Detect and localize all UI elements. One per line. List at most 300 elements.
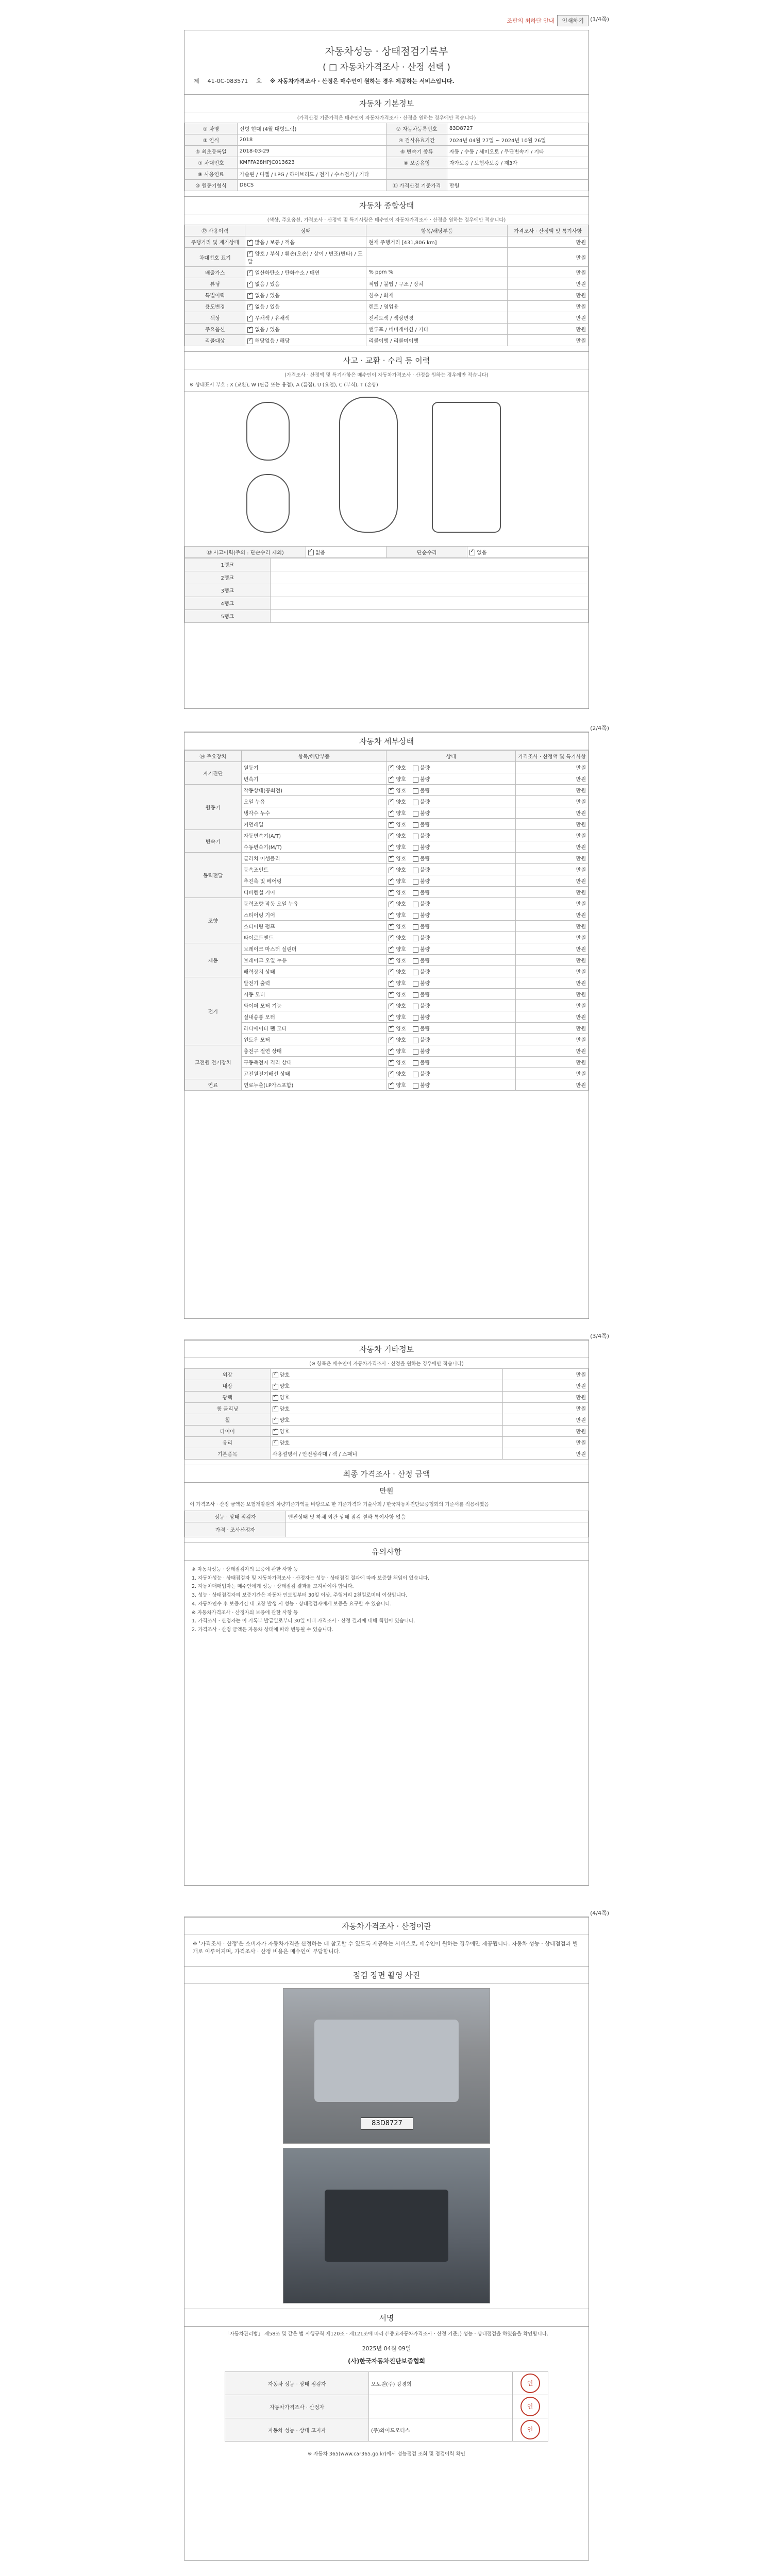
general-detail: 적법 / 불법 / 구조 / 장치 bbox=[366, 278, 508, 290]
checkbox-icon[interactable] bbox=[413, 936, 418, 941]
other-state bbox=[270, 1369, 503, 1380]
good-label: 양호 bbox=[279, 1406, 290, 1412]
page-2 bbox=[184, 725, 609, 1319]
general-header-cell: 상태 bbox=[245, 225, 366, 236]
detail-state bbox=[386, 875, 516, 887]
bad-label: 불량 bbox=[420, 868, 430, 873]
basic-key: ⑤ 최초등록일 bbox=[185, 146, 238, 157]
rank-label: 1랭크 bbox=[185, 558, 271, 571]
checkbox-icon[interactable] bbox=[273, 1418, 278, 1423]
detail-item: 수동변속기(M/T) bbox=[241, 841, 386, 853]
bad-label: 불량 bbox=[420, 890, 430, 896]
detail-state bbox=[386, 864, 516, 875]
detail-state bbox=[386, 1068, 516, 1079]
general-price: 만원 bbox=[508, 248, 589, 267]
signature-law-text: 「자동차관리법」 제58조 및 같은 법 시행규칙 제120조 · 제121조에 따라 (「중고자동차가격조사 · 산정 기준」) 성능 · 상태점검을 하였음을 확인합니다. bbox=[225, 2331, 548, 2337]
detail-price: 만원 bbox=[516, 1000, 589, 1011]
checkbox-icon[interactable] bbox=[413, 1015, 418, 1021]
detail-price: 만원 bbox=[516, 819, 589, 830]
checkbox-icon[interactable] bbox=[389, 1015, 394, 1021]
notes-body bbox=[184, 1561, 589, 1639]
basic-value: 자동 / 수동 / 세미오토 / 무단변속기 / 기타 bbox=[447, 146, 588, 157]
general-detail: 썬루프 / 네비게이션 / 기타 bbox=[366, 324, 508, 335]
checkbox-icon[interactable] bbox=[389, 936, 394, 941]
detail-price: 만원 bbox=[516, 830, 589, 841]
good-label: 양호 bbox=[396, 924, 406, 930]
detail-state bbox=[386, 1023, 516, 1034]
checkbox-icon[interactable] bbox=[389, 947, 394, 953]
general-state-text: 없음 / 있음 bbox=[255, 293, 280, 299]
detail-price: 만원 bbox=[516, 762, 589, 773]
general-state bbox=[245, 312, 366, 324]
detail-state bbox=[386, 989, 516, 1000]
general-row bbox=[185, 278, 589, 290]
general-row bbox=[185, 236, 589, 248]
checkbox-icon[interactable] bbox=[273, 1395, 278, 1401]
good-label: 양호 bbox=[279, 1429, 290, 1435]
checkbox-icon[interactable] bbox=[389, 902, 394, 907]
other-price: 만원 bbox=[503, 1414, 589, 1426]
detail-state bbox=[386, 762, 516, 773]
detail-row bbox=[185, 773, 589, 785]
checkbox-icon[interactable] bbox=[413, 879, 418, 885]
basic-value: 2024년 04월 27일 ~ 2024년 10월 26일 bbox=[447, 134, 588, 146]
note-line: 2. 가격조사 · 산정 금액은 자동차 상태에 따라 변동될 수 있습니다. bbox=[192, 1627, 333, 1633]
other-item: 광택 bbox=[185, 1392, 271, 1403]
checkbox-icon[interactable] bbox=[413, 834, 418, 839]
checkbox-icon[interactable] bbox=[389, 890, 394, 896]
detail-row bbox=[185, 875, 589, 887]
checkbox-icon[interactable] bbox=[389, 1060, 394, 1066]
rank-row bbox=[185, 584, 589, 597]
detail-price: 만원 bbox=[516, 898, 589, 909]
detail-group: 자기진단 bbox=[185, 762, 242, 785]
detail-item: 배력장치 상태 bbox=[241, 966, 386, 977]
checkbox-icon[interactable] bbox=[247, 338, 253, 344]
checkbox-icon[interactable] bbox=[389, 856, 394, 862]
detail-status-title: 자동차 세부상태 bbox=[184, 732, 589, 750]
checkbox-icon[interactable] bbox=[389, 868, 394, 873]
other-state bbox=[270, 1426, 503, 1437]
general-key: 특별이력 bbox=[185, 290, 245, 301]
detail-price: 만원 bbox=[516, 909, 589, 921]
note-line: ※ 자동차가격조사 · 산정자의 보증에 관한 사항 등 bbox=[192, 1609, 298, 1616]
detail-item: 시동 모터 bbox=[241, 989, 386, 1000]
checkbox-icon[interactable] bbox=[273, 1406, 278, 1412]
checkbox-icon[interactable] bbox=[389, 1004, 394, 1009]
basic-value: D6CS bbox=[237, 180, 386, 191]
detail-price: 만원 bbox=[516, 1068, 589, 1079]
checkbox-icon[interactable] bbox=[389, 834, 394, 839]
note-line: 4. 자동차인수 후 보증기간 내 고장 발생 시 성능 · 상태점검자에게 보증을 요구할 수 있습니다. bbox=[192, 1601, 392, 1607]
signature-seal-cell bbox=[512, 2372, 548, 2395]
other-row bbox=[185, 1369, 589, 1380]
rank-cell bbox=[270, 558, 588, 571]
other-price: 만원 bbox=[503, 1448, 589, 1460]
general-state-text: 없음 / 있음 bbox=[255, 327, 280, 333]
detail-row bbox=[185, 955, 589, 966]
simple-repair-value: ✓ 없음 bbox=[467, 546, 589, 557]
checkbox-icon[interactable] bbox=[413, 958, 418, 964]
detail-group: 제동 bbox=[185, 943, 242, 977]
checkbox-icon[interactable] bbox=[413, 947, 418, 953]
other-row bbox=[185, 1403, 589, 1414]
rank-label: 2랭크 bbox=[185, 571, 271, 584]
price-assessor-label: 가격 · 조사산정자 bbox=[185, 1522, 286, 1537]
accident-value: ✓ 없음 bbox=[306, 546, 386, 557]
simple-repair-label: 단순수리 bbox=[386, 546, 467, 557]
detail-item: 자동변속기(A/T) bbox=[241, 830, 386, 841]
checkbox-icon[interactable] bbox=[247, 293, 253, 299]
signature-organization: (사)한국자동차진단보증협회 bbox=[347, 2358, 426, 2365]
bad-label: 불량 bbox=[420, 879, 430, 885]
general-state-text: 양호 / 부식 / 훼손(오손) / 상이 / 변조(변타) / 도말 bbox=[247, 251, 363, 265]
good-label: 양호 bbox=[396, 868, 406, 873]
general-price: 만원 bbox=[508, 312, 589, 324]
detail-header-cell: 가격조사 · 산정액 및 특기사항 bbox=[516, 751, 589, 762]
general-detail: 리콜이행 / 리콜미이행 bbox=[366, 335, 508, 346]
checkbox-icon[interactable] bbox=[247, 270, 253, 276]
doc-no-value: 41-0C-083571 bbox=[207, 77, 248, 84]
checkbox-icon[interactable] bbox=[389, 913, 394, 919]
accident-title: 사고 · 교환 · 수리 등 이력 bbox=[184, 351, 589, 369]
checkbox-icon[interactable] bbox=[389, 822, 394, 828]
detail-item: 윈도우 모터 bbox=[241, 1034, 386, 1045]
detail-row bbox=[185, 796, 589, 807]
checkbox-icon[interactable] bbox=[273, 1429, 278, 1435]
good-label: 양호 bbox=[396, 1072, 406, 1077]
checkbox-icon[interactable] bbox=[413, 800, 418, 805]
car-diagram bbox=[184, 391, 589, 546]
print-button[interactable]: 인쇄하기 bbox=[557, 15, 589, 26]
detail-state bbox=[386, 773, 516, 785]
general-key: 색상 bbox=[185, 312, 245, 324]
detail-state bbox=[386, 966, 516, 977]
general-detail: 침수 / 화재 bbox=[366, 290, 508, 301]
detail-state bbox=[386, 841, 516, 853]
detail-state bbox=[386, 887, 516, 898]
checkbox-icon[interactable] bbox=[389, 879, 394, 885]
detail-price: 만원 bbox=[516, 785, 589, 796]
detail-item: 발전기 출력 bbox=[241, 977, 386, 989]
rank-table bbox=[184, 558, 589, 623]
checkbox-icon[interactable] bbox=[413, 992, 418, 998]
notes-title: 유의사항 bbox=[184, 1543, 589, 1561]
rank-cell bbox=[270, 571, 588, 584]
checkbox-icon[interactable] bbox=[413, 1038, 418, 1043]
detail-row bbox=[185, 1068, 589, 1079]
bad-label: 불량 bbox=[420, 970, 430, 975]
accident-note: (가격조사 · 산정액 및 특기사항은 매수인이 자동차가격조사 · 산정을 원하는 경우에만 적습니다) bbox=[284, 372, 489, 378]
accident-label: ⑬ 사고이력(주의 : 단순수리 제외) bbox=[185, 546, 306, 557]
good-label: 양호 bbox=[396, 1083, 406, 1089]
general-header-cell: ⑫ 사용이력 bbox=[185, 225, 245, 236]
checkbox-icon[interactable] bbox=[413, 1004, 418, 1009]
general-state bbox=[245, 278, 366, 290]
checkbox-icon[interactable] bbox=[413, 822, 418, 828]
detail-price: 만원 bbox=[516, 807, 589, 819]
general-status-title: 자동차 종합상태 bbox=[184, 196, 589, 214]
detail-row bbox=[185, 898, 589, 909]
general-status-note: (색상, 주요옵션, 가격조사 · 산정액 및 특기사항은 매수인이 자동차가격조사 · 산정을 원하는 경우에만 적습니다) bbox=[267, 217, 506, 223]
checkbox-icon[interactable] bbox=[389, 1072, 394, 1077]
checkbox-icon[interactable] bbox=[389, 1083, 394, 1089]
detail-price: 만원 bbox=[516, 1034, 589, 1045]
detail-state bbox=[386, 807, 516, 819]
good-label: 양호 bbox=[396, 913, 406, 919]
detail-state bbox=[386, 955, 516, 966]
document-title: 자동차성능 · 상태점검기록부 bbox=[325, 46, 448, 57]
general-row bbox=[185, 267, 589, 278]
detail-row bbox=[185, 977, 589, 989]
general-price: 만원 bbox=[508, 301, 589, 312]
bad-label: 불량 bbox=[420, 811, 430, 817]
checkbox-icon[interactable] bbox=[413, 868, 418, 873]
checkbox-icon[interactable] bbox=[389, 1049, 394, 1055]
detail-row bbox=[185, 1000, 589, 1011]
detail-row bbox=[185, 841, 589, 853]
detail-item: 실내송풍 모터 bbox=[241, 1011, 386, 1023]
note-line: 1. 가격조사 · 산정자는 이 기록부 발급일로부터 30일 이내 가격조사 · 산정 결과에 대해 책임이 있습니다. bbox=[192, 1618, 415, 1624]
checkbox-icon[interactable] bbox=[389, 1038, 394, 1043]
bad-label: 불량 bbox=[420, 992, 430, 998]
detail-price: 만원 bbox=[516, 887, 589, 898]
detail-item: 충전구 절연 상태 bbox=[241, 1045, 386, 1057]
checkbox-icon[interactable] bbox=[413, 777, 418, 783]
other-item: 룸 클리닝 bbox=[185, 1403, 271, 1414]
general-row bbox=[185, 290, 589, 301]
good-label: 양호 bbox=[396, 845, 406, 851]
checkbox-icon[interactable] bbox=[413, 924, 418, 930]
detail-row bbox=[185, 853, 589, 864]
detail-row bbox=[185, 966, 589, 977]
checkbox-icon[interactable] bbox=[389, 811, 394, 817]
detail-row bbox=[185, 864, 589, 875]
detail-item: 클러치 어셈블리 bbox=[241, 853, 386, 864]
detail-state bbox=[386, 1011, 516, 1023]
general-key: 배출가스 bbox=[185, 267, 245, 278]
other-item: 외장 bbox=[185, 1369, 271, 1380]
document-subtitle: ( □ 자동차가격조사 · 산정 선택 ) bbox=[323, 62, 450, 73]
checkbox-icon[interactable] bbox=[413, 970, 418, 975]
checkbox-icon[interactable] bbox=[413, 856, 418, 862]
checkbox-icon[interactable] bbox=[413, 981, 418, 987]
checkbox-icon[interactable] bbox=[273, 1440, 278, 1446]
inspector-opinion-label: 성능 · 상태 점검자 bbox=[185, 1511, 286, 1522]
detail-item: 연료누출(LP가스포함) bbox=[241, 1079, 386, 1091]
general-state-text: 일산화탄소 / 탄화수소 / 매연 bbox=[255, 270, 320, 276]
detail-state bbox=[386, 921, 516, 932]
signature-row bbox=[225, 2372, 548, 2395]
other-row bbox=[185, 1414, 589, 1426]
detail-price: 만원 bbox=[516, 966, 589, 977]
detail-state bbox=[386, 1079, 516, 1091]
checkbox-icon[interactable] bbox=[413, 811, 418, 817]
checkbox-icon[interactable] bbox=[413, 1072, 418, 1077]
bad-label: 불량 bbox=[420, 936, 430, 941]
rank-label: 4랭크 bbox=[185, 597, 271, 609]
general-price: 만원 bbox=[508, 324, 589, 335]
photo-section-title: 점검 장면 촬영 사진 bbox=[184, 1966, 589, 1984]
general-state bbox=[245, 301, 366, 312]
basic-info-note: (가격산정 기준가격은 매수인이 자동차가격조사 · 산정을 원하는 경우에만 적습니다) bbox=[297, 115, 476, 121]
bad-label: 불량 bbox=[420, 947, 430, 953]
basic-key: ② 자동차등록번호 bbox=[386, 123, 447, 134]
checkbox-icon[interactable] bbox=[413, 902, 418, 907]
other-price: 만원 bbox=[503, 1403, 589, 1414]
checkbox-icon[interactable] bbox=[389, 924, 394, 930]
engine-icon bbox=[325, 2190, 448, 2262]
checkbox-icon[interactable] bbox=[247, 316, 253, 321]
checkbox-icon[interactable] bbox=[413, 788, 418, 794]
checkbox-icon[interactable] bbox=[389, 766, 394, 771]
checkbox-icon[interactable] bbox=[413, 890, 418, 896]
detail-item: 스티어링 기어 bbox=[241, 909, 386, 921]
detail-item: 고전원전기배선 상태 bbox=[241, 1068, 386, 1079]
signature-name: (주)와이드모터스 bbox=[369, 2418, 513, 2442]
checkbox-icon[interactable] bbox=[273, 1384, 278, 1389]
bad-label: 불량 bbox=[420, 856, 430, 862]
checkbox-icon[interactable] bbox=[413, 1049, 418, 1055]
general-key: 주요옵션 bbox=[185, 324, 245, 335]
checkbox-icon[interactable] bbox=[413, 845, 418, 851]
general-price: 만원 bbox=[508, 335, 589, 346]
checkbox-icon[interactable] bbox=[389, 777, 394, 783]
checkbox-icon[interactable] bbox=[389, 845, 394, 851]
good-label: 양호 bbox=[396, 879, 406, 885]
good-label: 양호 bbox=[279, 1395, 290, 1401]
general-price: 만원 bbox=[508, 267, 589, 278]
note-line: 2. 자동차매매업자는 매수인에게 성능 · 상태점검 결과를 고지하여야 합니다. bbox=[192, 1584, 354, 1590]
general-price: 만원 bbox=[508, 290, 589, 301]
detail-row bbox=[185, 1023, 589, 1034]
detail-price: 만원 bbox=[516, 773, 589, 785]
good-label: 양호 bbox=[396, 1049, 406, 1055]
detail-price: 만원 bbox=[516, 1023, 589, 1034]
checkbox-icon[interactable] bbox=[247, 251, 253, 257]
bad-label: 불량 bbox=[420, 902, 430, 907]
signature-seal-cell bbox=[512, 2395, 548, 2418]
detail-row bbox=[185, 762, 589, 773]
checkbox-icon[interactable] bbox=[413, 1083, 418, 1089]
checkbox-icon[interactable] bbox=[247, 304, 253, 310]
checkbox-icon[interactable] bbox=[389, 981, 394, 987]
detail-price: 만원 bbox=[516, 1057, 589, 1068]
detail-header-cell: 상태 bbox=[386, 751, 516, 762]
rank-cell bbox=[270, 597, 588, 609]
basic-info-row bbox=[185, 180, 589, 191]
doc-notice: ※ 자동차가격조사 · 산정은 매수인이 원하는 경우 제공하는 서비스입니다. bbox=[270, 78, 455, 84]
general-key: 용도변경 bbox=[185, 301, 245, 312]
bottom-guide-link[interactable]: 조판의 최하단 안내 bbox=[507, 18, 554, 24]
detail-state bbox=[386, 943, 516, 955]
checkbox-icon[interactable] bbox=[413, 1060, 418, 1066]
detail-price: 만원 bbox=[516, 989, 589, 1000]
detail-row bbox=[185, 819, 589, 830]
general-state bbox=[245, 248, 366, 267]
detail-price: 만원 bbox=[516, 955, 589, 966]
general-key: 튜닝 bbox=[185, 278, 245, 290]
detail-price: 만원 bbox=[516, 977, 589, 989]
good-label: 양호 bbox=[396, 958, 406, 964]
good-label: 양호 bbox=[396, 1026, 406, 1032]
checkbox-icon[interactable] bbox=[389, 1026, 394, 1032]
detail-item: 디퍼렌셜 기어 bbox=[241, 887, 386, 898]
basic-value: 2018-03-29 bbox=[237, 146, 386, 157]
good-label: 양호 bbox=[396, 834, 406, 839]
service-title: 자동차가격조사 · 산정이란 bbox=[184, 1917, 589, 1935]
detail-item: 구동축전지 격리 상태 bbox=[241, 1057, 386, 1068]
checkbox-icon[interactable] bbox=[389, 958, 394, 964]
checkbox-icon[interactable] bbox=[273, 1372, 278, 1378]
signature-date: 2025년 04월 09일 bbox=[362, 2345, 411, 2352]
detail-item: 동력조향 작동 오일 누유 bbox=[241, 898, 386, 909]
other-price: 만원 bbox=[503, 1380, 589, 1392]
general-detail: 전체도색 / 색상변경 bbox=[366, 312, 508, 324]
checkbox-icon[interactable] bbox=[389, 992, 394, 998]
basic-key: ⑧ 보증유형 bbox=[386, 157, 447, 168]
other-item: 유리 bbox=[185, 1437, 271, 1448]
page-number: (4/4쪽) bbox=[590, 1910, 609, 1917]
final-opinion-table bbox=[184, 1511, 589, 1537]
note-line: 1. 자동차성능 · 상태점검자 및 자동차가격조사 · 산정자는 성능 · 상태점검 결과에 따라 보증할 책임이 있습니다. bbox=[192, 1575, 430, 1581]
checkbox-icon[interactable] bbox=[247, 327, 253, 333]
inspection-photo-engine bbox=[283, 2148, 490, 2303]
detail-item: 작동상태(공회전) bbox=[241, 785, 386, 796]
other-info-note: (※ 항목은 매수인이 자동차가격조사 · 산정을 원하는 경우에만 적습니다) bbox=[309, 1361, 464, 1367]
checkbox-icon[interactable] bbox=[413, 1026, 418, 1032]
signature-role: 자동차 성능 · 상태 점검자 bbox=[225, 2372, 369, 2395]
inspection-photo-front bbox=[283, 1988, 490, 2144]
good-label: 양호 bbox=[396, 766, 406, 771]
basic-key: ⑩ 원동기형식 bbox=[185, 180, 238, 191]
checkbox-icon[interactable] bbox=[247, 240, 253, 246]
page-number: (1/4쪽) bbox=[590, 16, 609, 23]
basic-key: ① 차명 bbox=[185, 123, 238, 134]
detail-row bbox=[185, 807, 589, 819]
detail-state bbox=[386, 909, 516, 921]
checkbox-icon[interactable] bbox=[389, 800, 394, 805]
general-state bbox=[245, 290, 366, 301]
detail-item: 원동기 bbox=[241, 762, 386, 773]
checkbox-icon[interactable] bbox=[413, 913, 418, 919]
good-label: 양호 bbox=[279, 1440, 290, 1446]
detail-state bbox=[386, 932, 516, 943]
detail-price: 만원 bbox=[516, 875, 589, 887]
basic-value: 신형 현대 (4월 대형트럭) bbox=[237, 123, 386, 134]
checkbox-icon[interactable] bbox=[389, 970, 394, 975]
bad-label: 불량 bbox=[420, 913, 430, 919]
final-price-title: 최종 가격조사 · 산정 금액 bbox=[184, 1465, 589, 1483]
general-detail: 현재 주행거리 [431,806 km] bbox=[366, 236, 508, 248]
basic-key: ⑦ 차대번호 bbox=[185, 157, 238, 168]
detail-row bbox=[185, 1057, 589, 1068]
checkbox-icon[interactable] bbox=[389, 788, 394, 794]
detail-price: 만원 bbox=[516, 1045, 589, 1057]
doc-no-label: 제 bbox=[194, 78, 199, 84]
car-underbody-view-icon bbox=[432, 402, 501, 533]
detail-row bbox=[185, 1011, 589, 1023]
checkbox-icon[interactable] bbox=[413, 766, 418, 771]
other-row bbox=[185, 1426, 589, 1437]
signature-name: 오토원(주) 강경희 bbox=[369, 2372, 513, 2395]
other-price: 만원 bbox=[503, 1437, 589, 1448]
detail-group: 고전원 전기장치 bbox=[185, 1045, 242, 1079]
detail-group: 변속기 bbox=[185, 830, 242, 853]
checkbox-icon[interactable] bbox=[247, 282, 253, 287]
general-state bbox=[245, 324, 366, 335]
other-state bbox=[270, 1403, 503, 1414]
